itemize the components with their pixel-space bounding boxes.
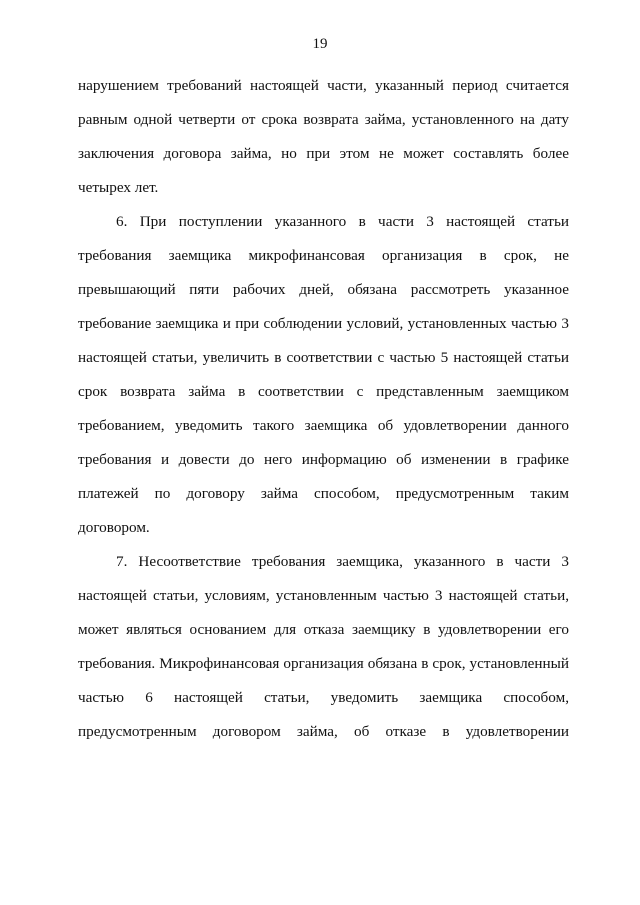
paragraph-7-first-line: 7. Несоответствие требования заемщика, указанного в части 3 <box>116 553 569 570</box>
paragraph-6-first-line: 6. При поступлении указанного в части 3 настоящей статьи <box>116 213 569 230</box>
text-line: требование заемщика и при соблюдении условий, установленных частью 3 <box>78 315 569 332</box>
text-line: может являться основанием для отказа заемщику в удовлетворении его <box>78 621 569 638</box>
text-line: настоящей статьи, увеличить в соответствии с частью 5 настоящей статьи <box>78 349 569 366</box>
text-line: четырех лет. <box>78 179 159 196</box>
text-line: требования заемщика микрофинансовая организация в срок, не <box>78 247 569 264</box>
text-line: равным одной четверти от срока возврата займа, установленного на дату <box>78 111 569 128</box>
text-line: превышающий пяти рабочих дней, обязана рассмотреть указанное <box>78 281 569 298</box>
text-line: настоящей статьи, условиям, установленным частью 3 настоящей статьи, <box>78 587 569 604</box>
text-line: требования и довести до него информацию об изменении в графике <box>78 451 569 468</box>
text-line: платежей по договору займа способом, предусмотренным таким <box>78 485 569 502</box>
text-line: договором. <box>78 519 150 536</box>
text-line: требованием, уведомить такого заемщика об удовлетворении данного <box>78 417 569 434</box>
text-line: предусмотренным договором займа, об отказе в удовлетворении <box>78 723 569 740</box>
page-number: 19 <box>312 36 328 52</box>
text-line: заключения договора займа, но при этом не может составлять более <box>78 145 569 162</box>
text-line: срок возврата займа в соответствии с представленным заемщиком <box>78 383 569 400</box>
text-line: требования. Микрофинансовая организация обязана в срок, установленный <box>78 655 569 672</box>
text-line: частью 6 настоящей статьи, уведомить заемщика способом, <box>78 689 569 706</box>
text-line: нарушением требований настоящей части, указанный период считается <box>78 77 569 94</box>
